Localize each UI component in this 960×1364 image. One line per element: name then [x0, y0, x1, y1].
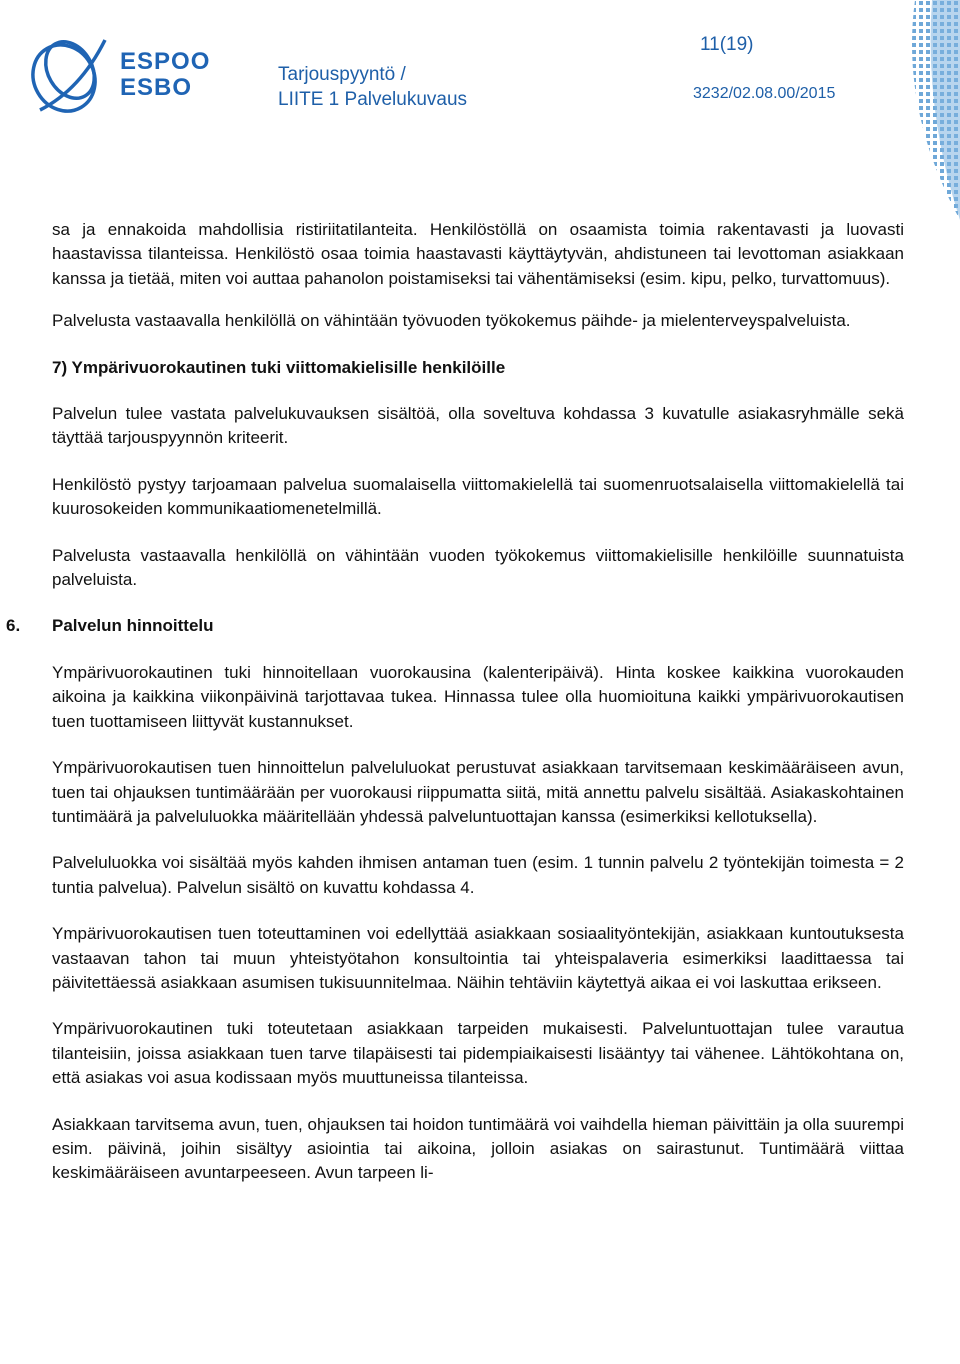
decorative-pattern-icon: [890, 0, 960, 220]
logo-text-espoo: ESPOO: [120, 48, 211, 75]
espoo-emblem-icon: [20, 20, 120, 120]
paragraph: Palvelusta vastaavalla henkilöllä on vähintään vuoden työkokemus viittomakielisille henkilöille suunnatuista palveluista.: [52, 545, 904, 590]
paragraph: sa ja ennakoida mahdollisia ristiriitatilanteita. Henkilöstöllä on osaamista toimia rakentavasti ja luovasti haastavissa tilanteissa. Henkilöstö osaa toimia haastavasti käyttäytyvän, ahdistuneen tai levottoman asiakkaan kanssa ja tietää, miten voi auttaa pahanolon poistamiseksi tai vähentämiseksi (esim. kipu, pelko, turvattomuus).: [52, 220, 904, 288]
paragraph: Palvelun tulee vastata palvelukuvauksen sisältöä, olla soveltuva kohdassa 3 kuvatulle asiakasryhmälle sekä täyttää tarjouspyynnön kriteerit.: [52, 404, 904, 448]
section-heading-6: [6, 614, 904, 638]
espoo-logo: [20, 20, 210, 120]
document-title-line1: Tarjouspyyntö /: [278, 64, 406, 85]
paragraph: Palveluluokka voi sisältää myös kahden ihmisen antaman tuen (esim. 1 tunnin palvelu 2 työntekijän toimesta = 2 tuntia palvelua). Palvelun sisältö on kuvattu kohdassa 4.: [52, 853, 904, 897]
section-number: 6.: [6, 616, 21, 636]
paragraph: Ympärivuorokautisen tuen hinnoittelun palveluluokat perustuvat asiakkaan tarvitsemaan keskimääräiseen avun, tuen tai ohjauksen tuntimäärään per vuorokausi riippumatta siitä, mitä annettu palvelu sisältää. Asiakaskohtainen tuntimäärä ja palveluluokka määritellään yhdessä palveluntuottajan kanssa (esimerkiksi kellotuksella).: [52, 758, 904, 826]
paragraph: Palvelusta vastaavalla henkilöllä on vähintään työvuoden työkokemus päihde- ja mielenterveyspalveluista.: [52, 311, 851, 331]
section-title: Palvelun hinnoittelu: [52, 616, 214, 636]
paragraph: Ympärivuorokautinen tuki toteutetaan asiakkaan tarpeiden mukaisesti. Palveluntuottajan tulee varautua tilanteisiin, joissa asiakkaan tuen tarve tilapäisesti tai pidempiaikaisesti lisääntyy tai vähenee. Lähtökohtana on, että asiakas voi asua kodissaan myös muuttuneissa tilanteissa.: [52, 1019, 904, 1088]
logo-text-esbo: ESBO: [120, 74, 193, 101]
document-reference: 3232/02.08.00/2015: [693, 85, 836, 102]
document-title: [278, 62, 467, 112]
document-title-line2: LIITE 1 Palvelukuvaus: [278, 89, 468, 110]
section-heading-7: 7) Ympärivuorokautinen tuki viittomakielisille henkilöille: [52, 357, 506, 377]
paragraph: Henkilöstö pystyy tarjoamaan palvelua suomalaisella viittomakielellä tai suomenruotsalaisella viittomakielellä tai kuurosokeiden kommunikaatiomenetelmillä.: [52, 474, 904, 519]
page-number: 11(19): [700, 34, 754, 55]
paragraph: Ympärivuorokautisen tuen toteuttaminen voi edellyttää asiakkaan sosiaalityöntekijän, asiakkaan kuntoutuksesta vastaavan tahon tai muun yhteistyötahon konsultointia tai yhteispalaveria esimerkiksi laadittaessa tai päivitettäessä asiakkaan asumisen tukisuunnitelmaa. Näihin tehtäviin käytettyä aikaa ei voi laskuttaa erikseen.: [52, 924, 904, 992]
document-body: [6, 218, 904, 1186]
paragraph: Ympärivuorokautinen tuki hinnoitellaan vuorokausina (kalenteripäivä). Hinta koskee kaikkina vuorokauden aikoina ja kaikkina viikonpäivinä tarjottavaa tukea. Hinnassa tulee olla huomioituna kaikki ympärivuorokautisen tuen tuottamiseen liittyvät kustannukset.: [52, 662, 904, 731]
paragraph: Asiakkaan tarvitsema avun, tuen, ohjauksen tai hoidon tuntimäärä voi vaihdella hieman päivittäin ja olla suurempi esim. päivinä, joihin sisältyy asiointia tai aikoina, jolloin asiakas on sairastunut. Tuntimäärä viittaa keskimääräiseen avuntarpeeseen. Avun tarpeen li-: [52, 1114, 904, 1183]
